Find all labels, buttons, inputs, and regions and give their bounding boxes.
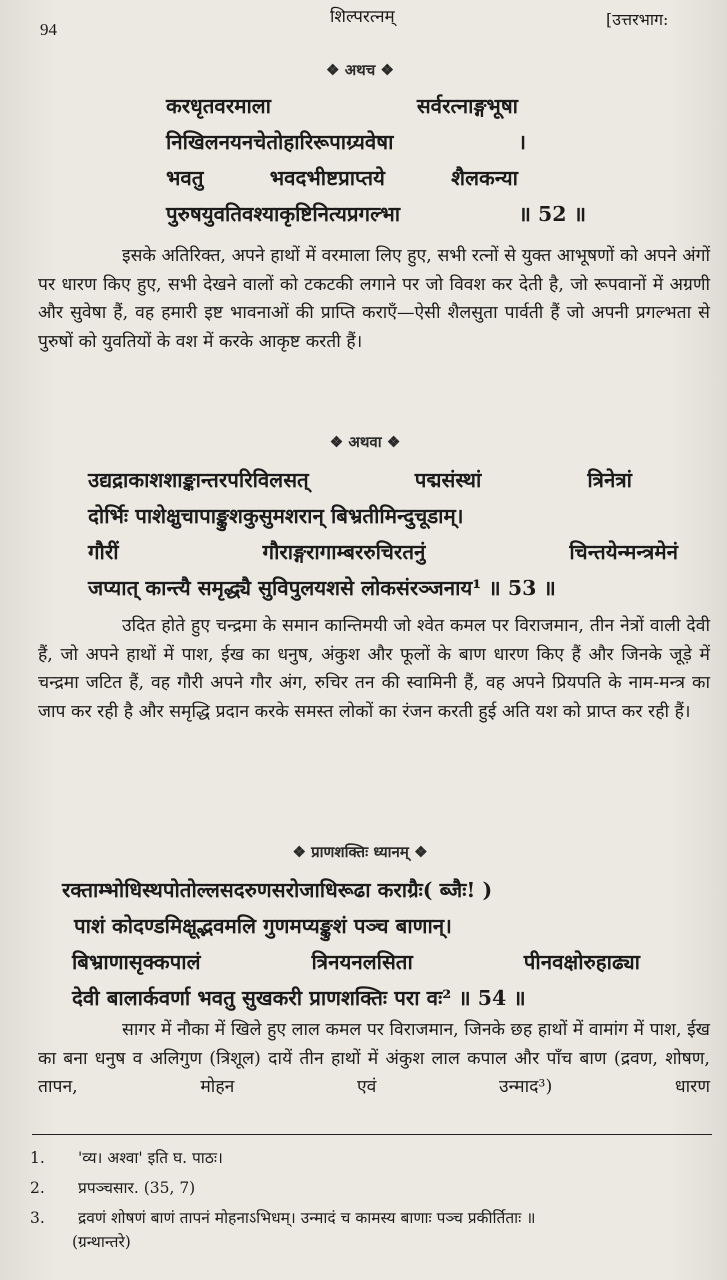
translation-54: सागर में नौका में खिले हुए लाल कमल पर विराजमान, जिनके छह हाथों में वामांग में पाश, ईख का बना धनुष व अलिगुण (त्रिशूल) दायें तीन हाथों में अंकुश लाल कपाल और पाँच बाण (द्रवण, शोषण, तापन, मोहन एवं उन्माद³) धारण — [38, 1020, 710, 1097]
verse-53 — [88, 466, 632, 494]
verse-word: सर्वरत्नाङ्गभूषा — [416, 94, 518, 118]
verse-word: पीनवक्षोरुहाढ्या — [523, 950, 640, 974]
verse-line: दोर्भिः पाशेक्षुचापाङ्कुशकुसुमशरान् बिभ्रतीमिन्दुचूडाम्। — [88, 504, 464, 528]
verse-word: गौराङ्गरागाम्बररुचिरतनुं — [262, 540, 426, 564]
verse-word: त्रिनेत्रां — [587, 468, 632, 492]
verse-line — [88, 538, 678, 566]
verse-line — [88, 466, 632, 494]
footnote-1: 1. 'व्य। अश्वा' इति घ. पाठः। — [30, 1149, 223, 1167]
heading-athava: ❖ अथवा ❖ — [329, 433, 401, 451]
verse-word: त्रिनयनलसिता — [311, 950, 413, 974]
verse-52 — [166, 92, 518, 120]
verse-line: पाशं कोदण्डमिक्षूद्भवमलि गुणमप्यङ्कुशं पञ्च बाणान्। — [74, 914, 452, 938]
footnote-2: 2. प्रपञ्चसार. (35, 7) — [30, 1179, 196, 1197]
verse-word: । — [518, 130, 526, 154]
footnote-3: 3. द्रवणं शोषणं बाणं तापनं मोहनाऽभिधम्। उन्मादं च कामस्य बाणाः पञ्च प्रकीर्तिताः ॥ — [30, 1209, 536, 1227]
verse-word: पद्मसंस्थां — [414, 468, 482, 492]
running-title: शिल्परत्नम् — [330, 7, 395, 27]
verse-word: गौरीं — [88, 540, 119, 564]
footnote-rule — [32, 1134, 712, 1135]
verse-line: जप्यात् कान्त्यै समृद्ध्यै सुविपुलयशसे लोकसंरञ्जनाय¹ ॥ 53 ॥ — [88, 576, 556, 600]
page-number: 94 — [40, 20, 57, 39]
verse-line — [166, 164, 518, 192]
verse-word: भवदभीष्टप्राप्तये — [269, 166, 385, 190]
verse-word: चिन्तयेन्मन्त्रमेनं — [569, 540, 678, 564]
footnotes — [30, 1146, 720, 1254]
footnote-3-source: (ग्रन्थान्तरे) — [72, 1233, 131, 1251]
verse-line — [166, 128, 526, 156]
translation-53: उदित होते हुए चन्द्रमा के समान कान्तिमयी जो श्वेत कमल पर विराजमान, तीन नेत्रों वाली देवी हैं, जो अपने हाथों में पाश, ईख का धनुष, अंकुश और फूलों के बाण धारण किए हैं और जिनके जूड़े में चन्द्रमा जटित हैं, वह गौरी अपने गौर अंग, रुचिर तन की स्वामिनी हैं, वह अपने प्रियपति के नाम-मन्त्र का जाप कर रही है और समृद्धि प्रदान करके समस्त लोकों का रंजन करती हुई अति यश को प्राप्त कर रही हैं। — [38, 616, 710, 722]
verse-word: निखिलनयनचेतोहारिरूपाग्र्यवेषा — [166, 130, 394, 154]
verse-line — [166, 200, 586, 228]
section-label: [उत्तरभाग: — [606, 10, 669, 29]
verse-word: भवतु — [166, 166, 204, 190]
translation-52: इसके अतिरिक्त, अपने हाथों में वरमाला लिए हुए, सभी रत्नों से युक्त आभूषणों को अपने अंगों पर धारण किए हुए, सभी देखने वालों को टकटकी लगाने पर जो विवश कर देती है, जो रूपवानों में अग्रणी और सुवेषा हैं, वह हमारी इष्ट भावनाओं की प्राप्ति कराएँ—ऐसी शैलसुता पार्वती हैं जो अपनी प्रगल्भता से पुरुषों को युवतियों के वश में करके आकृष्ट करती हैं। — [38, 246, 710, 352]
verse-line: रक्ताम्भोधिस्थपोतोल्लसदरुणसरोजाधिरूढा कराग्रैः( ब्जैः! ) — [62, 878, 493, 902]
verse-word: बिभ्राणासृक्कपालं — [72, 950, 201, 974]
verse-54 — [62, 876, 492, 904]
heading-athacha: ❖ अथच ❖ — [326, 61, 394, 79]
heading-pranashakti: ❖ प्राणशक्तिः ध्यानम् ❖ — [292, 843, 428, 861]
verse-number: ॥ 52 ॥ — [518, 202, 586, 226]
verse-word: पुरुषयुवतिवश्याकृष्टिनित्यप्रगल्भा — [166, 202, 401, 226]
verse-word: उद्यद्राकाशशाङ्कान्तरपरिविलसत् — [88, 468, 309, 492]
verse-word: शैलकन्या — [451, 166, 518, 190]
verse-line — [166, 92, 518, 120]
verse-line — [72, 948, 640, 976]
verse-line: देवी बालार्कवर्णा भवतु सुखकरी प्राणशक्तिः परा वः² ॥ 54 ॥ — [72, 986, 526, 1010]
verse-word: करधृतवरमाला — [166, 94, 271, 118]
